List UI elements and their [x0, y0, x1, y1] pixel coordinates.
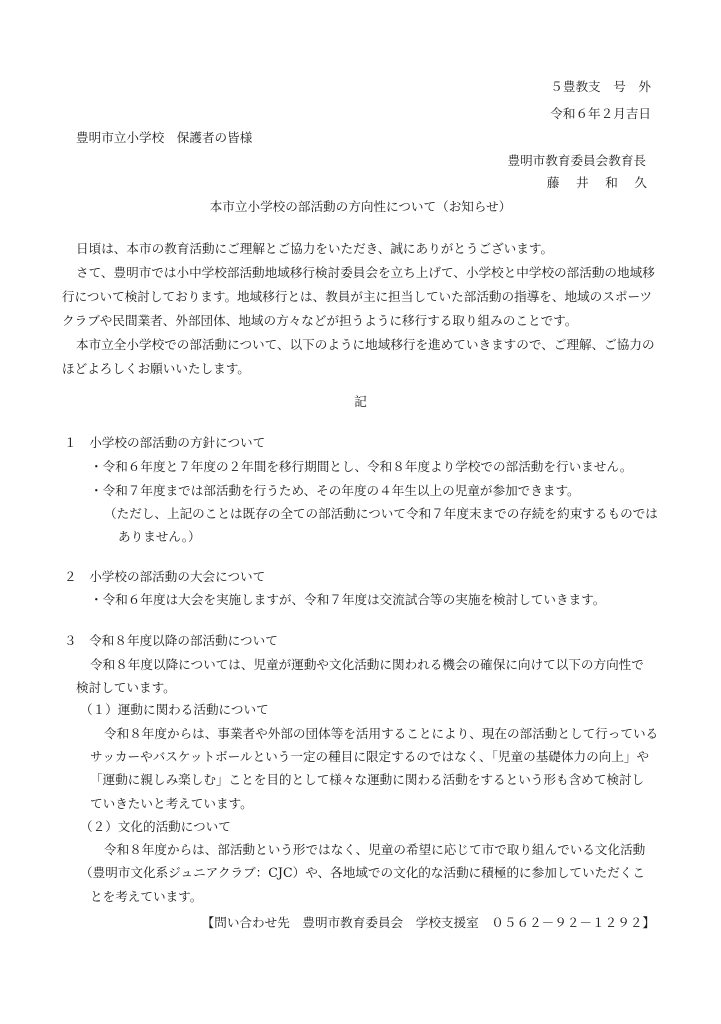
subsection-heading: （２）文化的活動について [80, 819, 231, 834]
section-3-line: 令和８年度からは、部活動という形ではなく、児童の希望に応じて市で取り組んでいる文化活動 [104, 842, 646, 857]
sender-organization: 豊明市教育委員会教育長 [507, 153, 646, 168]
contact-info: 【問い合わせ先 豊明市教育委員会 学校支援室 ０５６２－９２－１２９２】 [201, 915, 655, 930]
section-1-heading: １ 小学校の部活動の方針について [64, 435, 266, 450]
intro-line: ほどよろしくお願いいたします。 [62, 361, 250, 376]
recipient: 豊明市立小学校 保護者の皆様 [76, 130, 253, 145]
issue-date: 令和６年２月吉日 [550, 106, 651, 121]
section-1-line: ありません。） [118, 529, 201, 544]
section-3-line: とを考えています。 [90, 889, 203, 904]
intro-line: さて、豊明市では小中学校部活動地域移行検討委員会を立ち上げて、小学校と中学校の部活動の地域移 [76, 265, 655, 280]
section-2-line: ・令和６年度は大会を実施しますが、令和７年度は交流試合等の実施を検討していきます。 [90, 592, 606, 607]
section-1-line: （ただし、上記のことは既存の全ての部活動について令和７年度末までの存続を約束するものでは [104, 506, 658, 521]
document-title: 本市立小学校の部活動の方向性について（お知らせ） [209, 199, 512, 214]
ki-mark: 記 [354, 394, 367, 409]
section-3-line: 令和８年度以降については、児童が運動や文化活動に関われる機会の確保に向けて以下の方向性で [90, 657, 644, 672]
section-2-heading: ２ 小学校の部活動の大会について [64, 569, 266, 584]
doc-number: ５豊教支 号 外 [550, 79, 651, 94]
section-3-line: 「運動に親しみ楽しむ」ことを目的として様々な運動に関わる活動をするという形も含めて検討し [90, 772, 645, 787]
intro-line: クラブや民間業者、外部団体、地域の方々などが担うように移行する取り組みのことです。 [62, 313, 578, 328]
intro-line: 本市立全小学校での部活動について、以下のように地域移行を進めていきますので、ご理解、ご協力の [76, 337, 655, 352]
intro-line: 行について検討しております。地域移行とは、教員が主に担当していた部活動の指導を、地域のスポーツ [62, 289, 653, 304]
section-3-line: サッカーやバスケットボールという一定の種目に限定するのではなく、「児童の基礎体力の向上」や [90, 749, 650, 764]
subsection-heading: （１）運動に関わる活動について [80, 702, 269, 717]
intro-line: 日頃は、本市の教育活動にご理解とご協力をいただき、誠にありがとうございます。 [76, 241, 554, 256]
section-3-line: ていきたいと考えています。 [90, 796, 253, 811]
section-3-heading: ３ 令和８年度以降の部活動について [64, 633, 278, 648]
section-1-line: ・令和７年度までは部活動を行うため、その年度の４年生以上の児童が参加できます。 [90, 483, 580, 498]
section-3-line: 令和８年度からは、事業者や外部の団体等を活用することにより、現在の部活動として行っている [104, 726, 659, 741]
section-1-line: ・令和６年度と７年度の２年間を移行期間とし、令和８年度より学校での部活動を行いません。 [90, 459, 633, 474]
sender-name: 藤 井 和 久 [546, 175, 649, 190]
section-3-line: 検討しています。 [76, 680, 176, 695]
section-3-line: （豊明市文化系ジュニアクラブ：CJC）や、各地域での文化的な活動に積極的に参加していただくこ [80, 865, 645, 880]
